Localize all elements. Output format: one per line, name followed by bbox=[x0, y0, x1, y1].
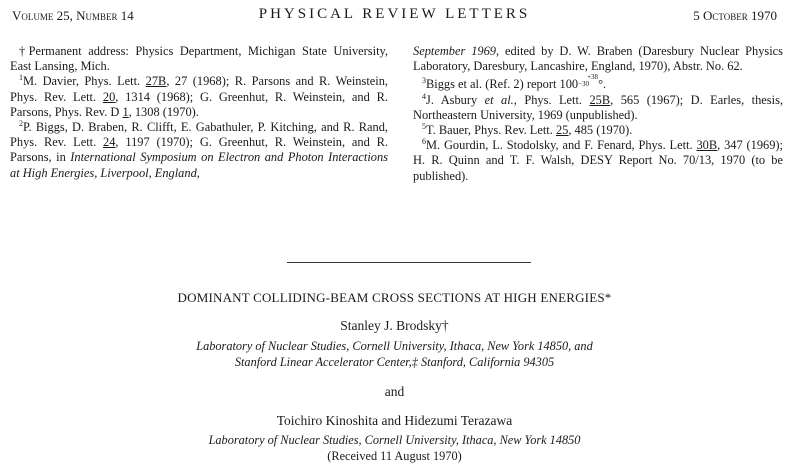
footnote-6: $^6$M. Gourdin, L. Stodolsky, and F. Fenard, Phys. Lett. 30B, 347 (1969); H. R. Quinn and T. F. Walsh, DESY Report No. 70/13, 1970 (to be published). bbox=[413, 137, 783, 183]
page-header bbox=[12, 8, 777, 28]
footnote-2-continued: September 1969, edited by D. W. Braben (Daresbury Nuclear Physics Laboratory, Daresbury, Lancashire, England, 1970), Abstr. No. 62. bbox=[413, 44, 783, 74]
article-title: DOMINANT COLLIDING-BEAM CROSS SECTIONS AT HIGH ENERGIES* bbox=[177, 290, 612, 305]
received-date: (Received 11 August 1970) bbox=[327, 449, 462, 463]
footnotes-left-column bbox=[10, 44, 388, 181]
footnote-dagger: †Permanent address: Physics Department, Michigan State University, East Lansing, Mich. bbox=[10, 44, 388, 74]
affiliation-1-line-1: Laboratory of Nuclear Studies, Cornell University, Ithaca, New York 14850, and bbox=[196, 339, 593, 353]
author-1: Stanley J. Brodsky† bbox=[340, 318, 449, 333]
affiliation-1-line-2: Stanford Linear Accelerator Center,‡ Stanford, California 94305 bbox=[234, 355, 555, 369]
author-conjunction: and bbox=[384, 384, 405, 399]
affiliation-2: Laboratory of Nuclear Studies, Cornell University, Ithaca, New York 14850 bbox=[208, 433, 581, 447]
issue-date: 5 October 1970 bbox=[693, 8, 777, 23]
author-2: Toichiro Kinoshita and Hidezumi Terazawa bbox=[276, 413, 513, 428]
section-divider bbox=[287, 262, 531, 263]
volume-number: Volume 25, Number 14 bbox=[12, 8, 134, 23]
footnote-5: $^5$T. Bauer, Phys. Rev. Lett. 25, 485 (1970). bbox=[422, 122, 633, 138]
journal-title: PHYSICAL REVIEW LETTERS bbox=[258, 6, 531, 22]
footnote-1: $^1$M. Davier, Phys. Lett. 27B, 27 (1968); R. Parsons and R. Weinstein, Phys. Rev. Lett. 20, 1314 (1968); G. Greenhut, R. Weinstein, and R. Parsons, Phys. Rev. D 1, 1308 (1970). bbox=[10, 73, 388, 119]
footnotes-right-column bbox=[413, 44, 783, 184]
uncertainty-superscript: +38 −30 bbox=[578, 73, 599, 89]
footnote-4: $^4$J. Asbury et al., Phys. Lett. 25B, 565 (1967); D. Earles, thesis, Northeastern University, 1969 (unpublished). bbox=[413, 91, 783, 122]
footnote-2: $^2$P. Biggs, D. Braben, R. Clifft, E. Gabathuler, P. Kitching, and R. Rand, Phys. Rev. Lett. 24, 1197 (1970); G. Greenhut, R. Weinstein, and R. Parsons, in International Symposium on Electron and Photon Interactions at High Energies, Liverpool, England, bbox=[10, 119, 388, 180]
footnote-3: $^3$Biggs et al. (Ref. 2) report 100 +38 −30 °. bbox=[422, 73, 607, 92]
